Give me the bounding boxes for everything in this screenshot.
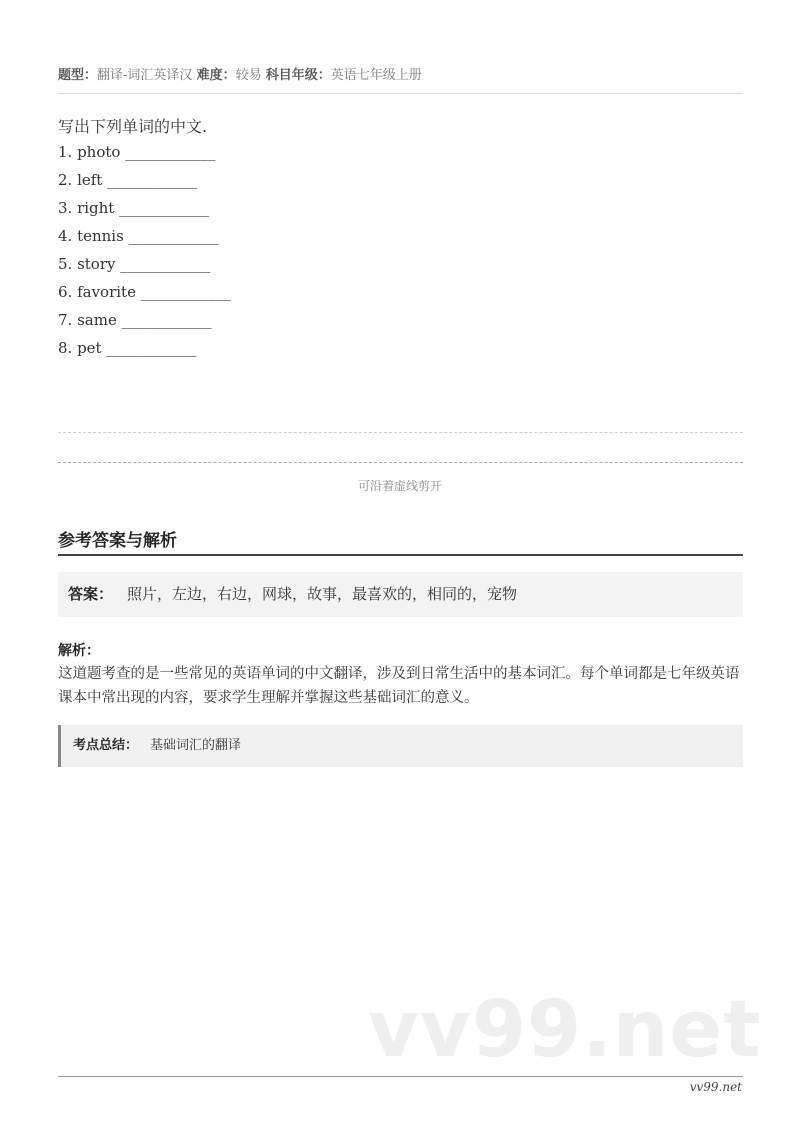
list-item: 2. left ____________	[58, 171, 198, 189]
dashed-divider	[58, 432, 743, 433]
answer-label: 答案：	[68, 585, 114, 603]
difficulty-label: 难度：	[196, 68, 236, 83]
list-item: 5. story ____________	[58, 255, 211, 273]
type-label: 题型：	[58, 68, 98, 83]
analysis-text: 这道题考查的是一些常见的英语单词的中文翻译，涉及到日常生活中的基本词汇。每个单词都是七年级英语课本中常出现的内容，要求学生理解并掌握这些基础词汇的意义。	[58, 666, 740, 706]
analysis-label: 解析：	[58, 643, 100, 659]
divider	[58, 93, 743, 94]
list-item: 6. favorite ____________	[58, 283, 231, 301]
footer-divider	[58, 1076, 743, 1077]
list-item: 1. photo ____________	[58, 143, 216, 161]
cut-hint: 可沿着虚线剪开	[357, 479, 442, 493]
answer-value: 照片，左边，右边，网球，故事，最喜欢的，相同的，宠物	[127, 585, 518, 603]
summary-box	[58, 725, 743, 767]
summary-value: 基础词汇的翻译	[150, 738, 242, 753]
list-item: 7. same ____________	[58, 311, 212, 329]
watermark: vv99.net	[368, 985, 762, 1075]
list-item: 3. right ____________	[58, 199, 210, 217]
section-heading: 参考答案与解析	[58, 531, 177, 551]
list-item: 8. pet ____________	[58, 339, 197, 357]
footer-site: vv99.net	[689, 1080, 742, 1094]
cut-line	[58, 462, 743, 463]
question-title: 写出下列单词的中文.	[58, 117, 208, 136]
answer-box	[58, 572, 743, 617]
section-divider	[58, 554, 743, 556]
subject-value: 英语七年级上册	[330, 68, 422, 83]
question-items	[58, 142, 231, 366]
question-meta	[58, 64, 422, 83]
summary-label: 考点总结：	[73, 738, 139, 753]
subject-label: 科目年级：	[265, 68, 331, 83]
difficulty-value: 较易	[235, 68, 262, 83]
type-value: 翻译-词汇英译汉	[97, 68, 193, 83]
list-item: 4. tennis ____________	[58, 227, 219, 245]
